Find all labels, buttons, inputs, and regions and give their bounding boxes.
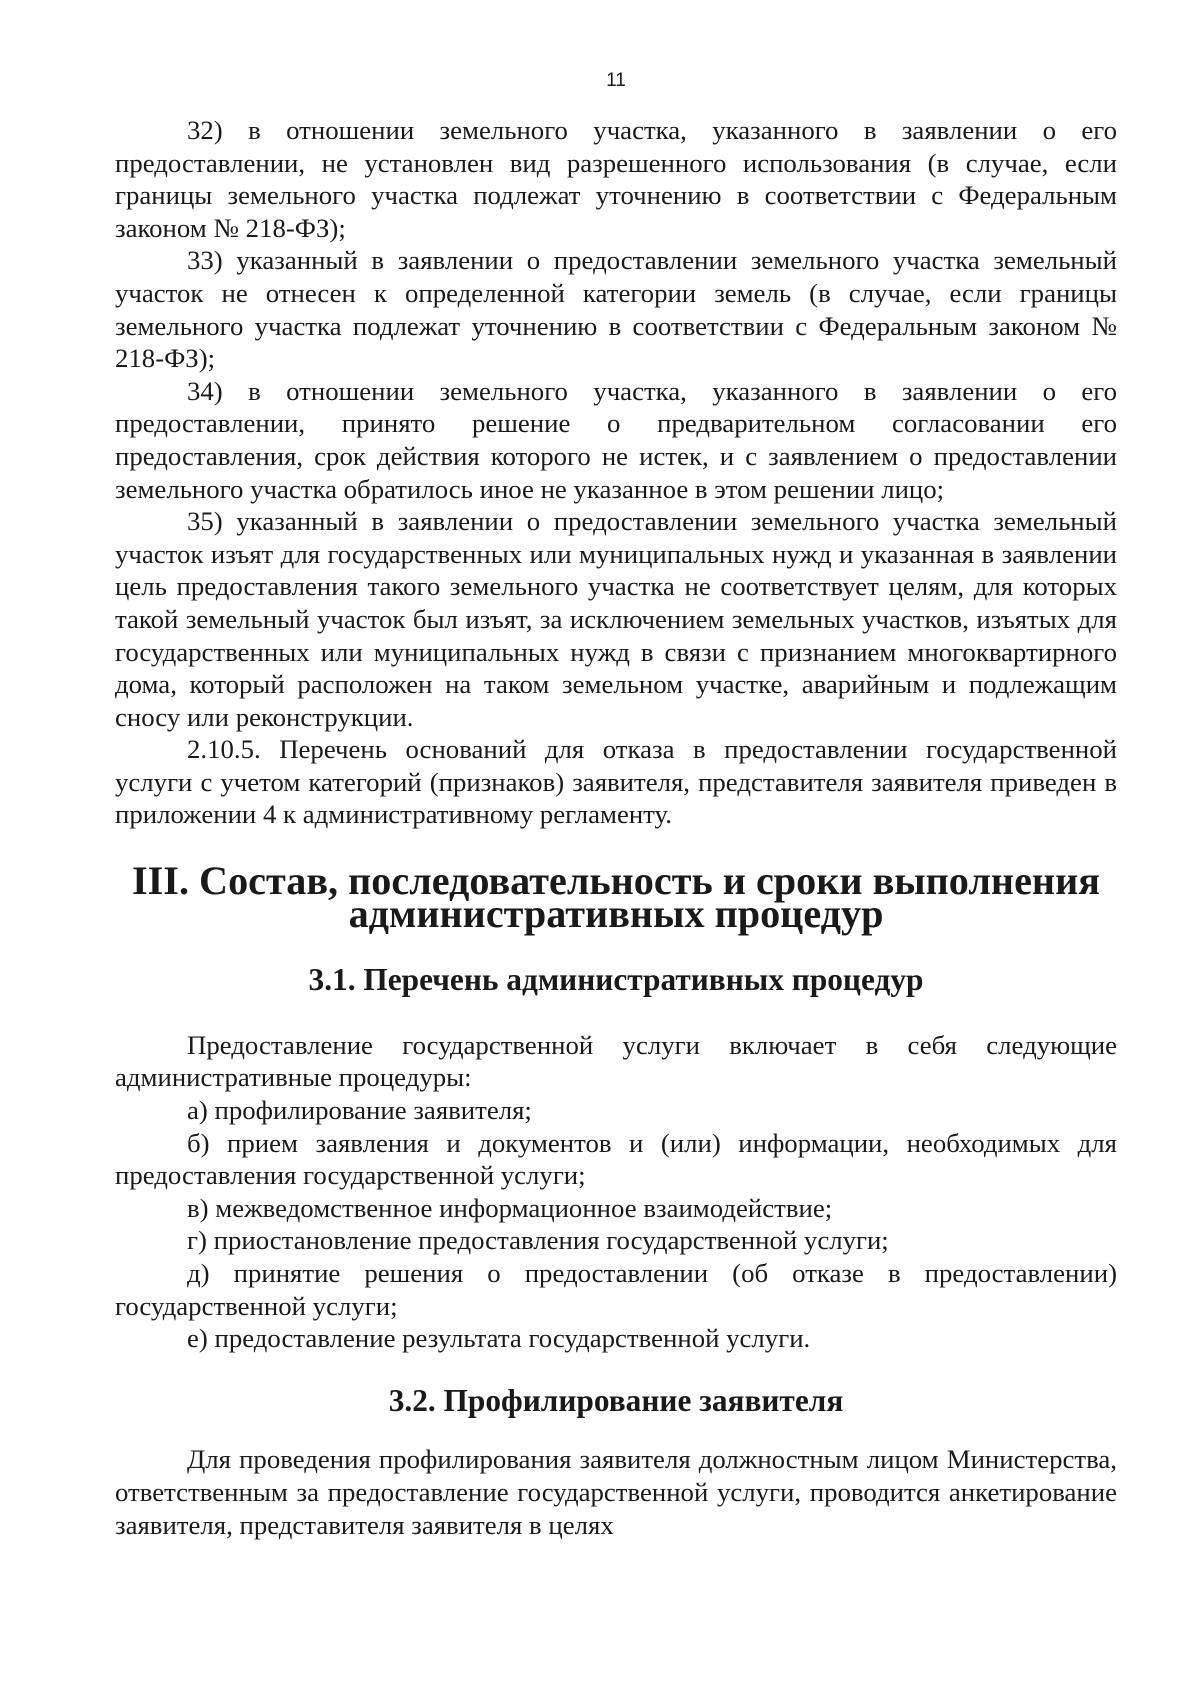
list-item-g: г) приостановление предоставления государственной услуги; xyxy=(187,1225,889,1256)
section-3-2-paragraph: Для проведения профилирования заявителя должностным лицом Министерства, ответственным за предоставление государственной услуги, проводится анкетирование заявителя, представителя заявителя в целях xyxy=(115,1444,1117,1540)
section-3-heading-line-2: административных процедур xyxy=(348,890,884,936)
list-item-a: а) профилирование заявителя; xyxy=(187,1095,532,1126)
paragraph-item-33: 33) указанный в заявлении о предоставлении земельного участка земельный участок не отнесен к определенной категории земель (в случае, если границы земельного участка подлежат уточнению в соответствии с Федеральным законом № 218-ФЗ); xyxy=(115,245,1117,374)
section-3-heading xyxy=(115,858,1117,936)
section-3-2-heading: 3.2. Профилирование заявителя xyxy=(388,1382,844,1418)
paragraph-item-32: 32) в отношении земельного участка, указанного в заявлении о его предоставлении, не установлен вид разрешенного использования (в случае, если границы земельного участка подлежат уточнению в соответствии с Федеральным законом № 218-ФЗ); xyxy=(115,115,1117,243)
paragraph-2-10-5: 2.10.5. Перечень оснований для отказа в предоставлении государственной услуги с учетом категорий (признаков) заявителя, представителя заявителя приведен в приложении 4 к административному регламенту. xyxy=(115,734,1117,830)
paragraph-item-35: 35) указанный в заявлении о предоставлении земельного участка земельный участок изъят для государственных или муниципальных нужд и указанная в заявлении цель предоставления такого земельного участка не соответствует целям, для которых такой земельный участок был изъят, за исключением земельных участков, изъятых для государственных или муниципальных нужд в связи с признанием многоквартирного дома, который расположен на таком земельном участке, аварийным и подлежащим сносу или реконструкции. xyxy=(115,506,1117,732)
section-3-1-intro: Предоставление государственной услуги включает в себя следующие административные процедуры: xyxy=(115,1029,1117,1093)
paragraph-item-34: 34) в отношении земельного участка, указанного в заявлении о его предоставлении, принято решение о предварительном согласовании его предоставления, срок действия которого не истек, и с заявлением о предоставлении земельного участка обратилось иное не указанное в этом решении лицо; xyxy=(115,375,1117,504)
section-3-1-heading: 3.1. Перечень административных процедур xyxy=(308,962,924,998)
list-item-v: в) межведомственное информационное взаимодействие; xyxy=(187,1192,833,1223)
list-item-b: б) прием заявления и документов и (или) информации, необходимых для предоставления государственной услуги; xyxy=(115,1127,1117,1191)
page-number: 11 xyxy=(606,70,626,91)
list-item-d: д) принятие решения о предоставлении (об отказе в предоставлении) государственной услуги; xyxy=(115,1258,1117,1321)
document-body xyxy=(115,114,1117,1541)
list-item-e: е) предоставление результата государственной услуги. xyxy=(187,1323,811,1354)
section-3-heading-line-1: III. Состав, последовательность и сроки выполнения xyxy=(132,858,1100,904)
